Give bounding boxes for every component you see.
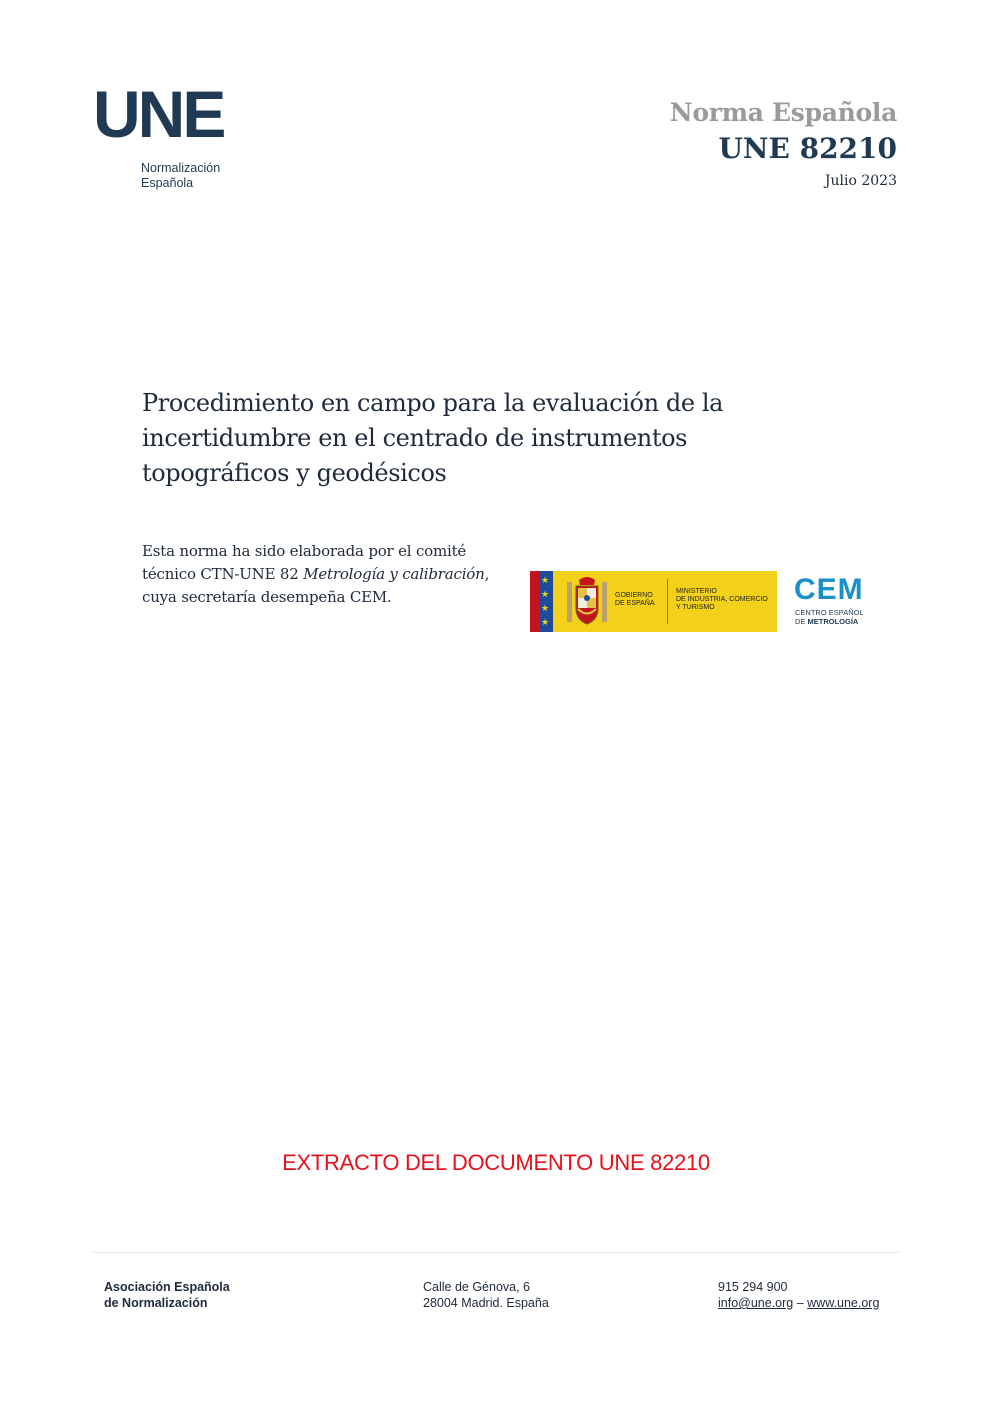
footer-org-line2: de Normalización bbox=[104, 1296, 208, 1310]
email-link[interactable]: info@une.org bbox=[718, 1296, 794, 1310]
standard-header bbox=[670, 96, 897, 194]
footer-link-separator: – bbox=[793, 1296, 808, 1310]
cem-line2 bbox=[795, 617, 864, 626]
gobierno-line2: DE ESPAÑA bbox=[615, 600, 655, 607]
gobierno-line1: GOBIERNO bbox=[615, 592, 653, 599]
document-title-line1: Procedimiento en campo para la evaluación de la bbox=[142, 389, 724, 417]
cem-wordmark: CEM bbox=[794, 573, 864, 606]
footer-organization bbox=[104, 1279, 230, 1311]
document-title-line3: topográficos y geodésicos bbox=[142, 459, 447, 487]
ministerio-text bbox=[676, 588, 768, 612]
committee-text-before: Esta norma ha sido elaborada por el comité técnico CTN-UNE 82 bbox=[142, 542, 467, 583]
gov-logo-divider bbox=[667, 579, 668, 624]
ministerio-line3: Y TURISMO bbox=[676, 604, 715, 611]
cem-line2-prefix: DE bbox=[795, 617, 808, 626]
committee-text-after: , cuya secretaría desempeña CEM. bbox=[142, 565, 490, 606]
star-icon: ★ bbox=[541, 618, 550, 628]
footer-address bbox=[423, 1279, 549, 1311]
une-logo-subtitle bbox=[141, 161, 220, 191]
star-icon: ★ bbox=[541, 576, 550, 586]
footer-contact bbox=[718, 1279, 879, 1311]
gobierno-text bbox=[615, 592, 655, 608]
footer-links bbox=[718, 1295, 879, 1311]
footer-divider bbox=[93, 1252, 899, 1253]
standard-code: UNE 82210 bbox=[718, 132, 897, 165]
ministerio-line2: DE INDUSTRIA, COMERCIO bbox=[676, 596, 768, 603]
star-icon: ★ bbox=[541, 604, 550, 614]
standard-date: Julio 2023 bbox=[824, 173, 897, 189]
flag-stripe-red bbox=[530, 571, 539, 632]
standard-label: Norma Española bbox=[669, 98, 897, 127]
cem-subtitle bbox=[795, 608, 864, 626]
extract-notice: EXTRACTO DEL DOCUMENTO UNE 82210 bbox=[282, 1150, 710, 1175]
star-icon: ★ bbox=[541, 590, 550, 600]
cem-line1: CENTRO ESPAÑOL bbox=[795, 608, 864, 617]
coat-of-arms-icon bbox=[564, 576, 610, 628]
footer-phone: 915 294 900 bbox=[718, 1280, 788, 1294]
footer-address-line2: 28004 Madrid. España bbox=[423, 1296, 549, 1310]
footer-org-line1: Asociación Española bbox=[104, 1280, 230, 1294]
une-logo bbox=[93, 77, 243, 195]
government-cem-logo bbox=[530, 571, 886, 632]
document-title-line2: incertidumbre en el centrado de instrumentos bbox=[142, 424, 688, 452]
une-logo-subtitle-line1: Normalización bbox=[141, 161, 221, 175]
une-wordmark: UNE bbox=[93, 77, 224, 151]
cem-line2-bold: METROLOGÍA bbox=[807, 617, 859, 626]
website-link[interactable]: www.une.org bbox=[807, 1296, 880, 1310]
une-logo-subtitle-line2: Española bbox=[141, 176, 194, 190]
ministerio-line1: MINISTERIO bbox=[676, 588, 717, 595]
document-title bbox=[142, 386, 862, 491]
committee-paragraph bbox=[142, 540, 502, 609]
committee-name: Metrología y calibración bbox=[303, 565, 485, 583]
footer-address-line1: Calle de Génova, 6 bbox=[423, 1280, 531, 1294]
